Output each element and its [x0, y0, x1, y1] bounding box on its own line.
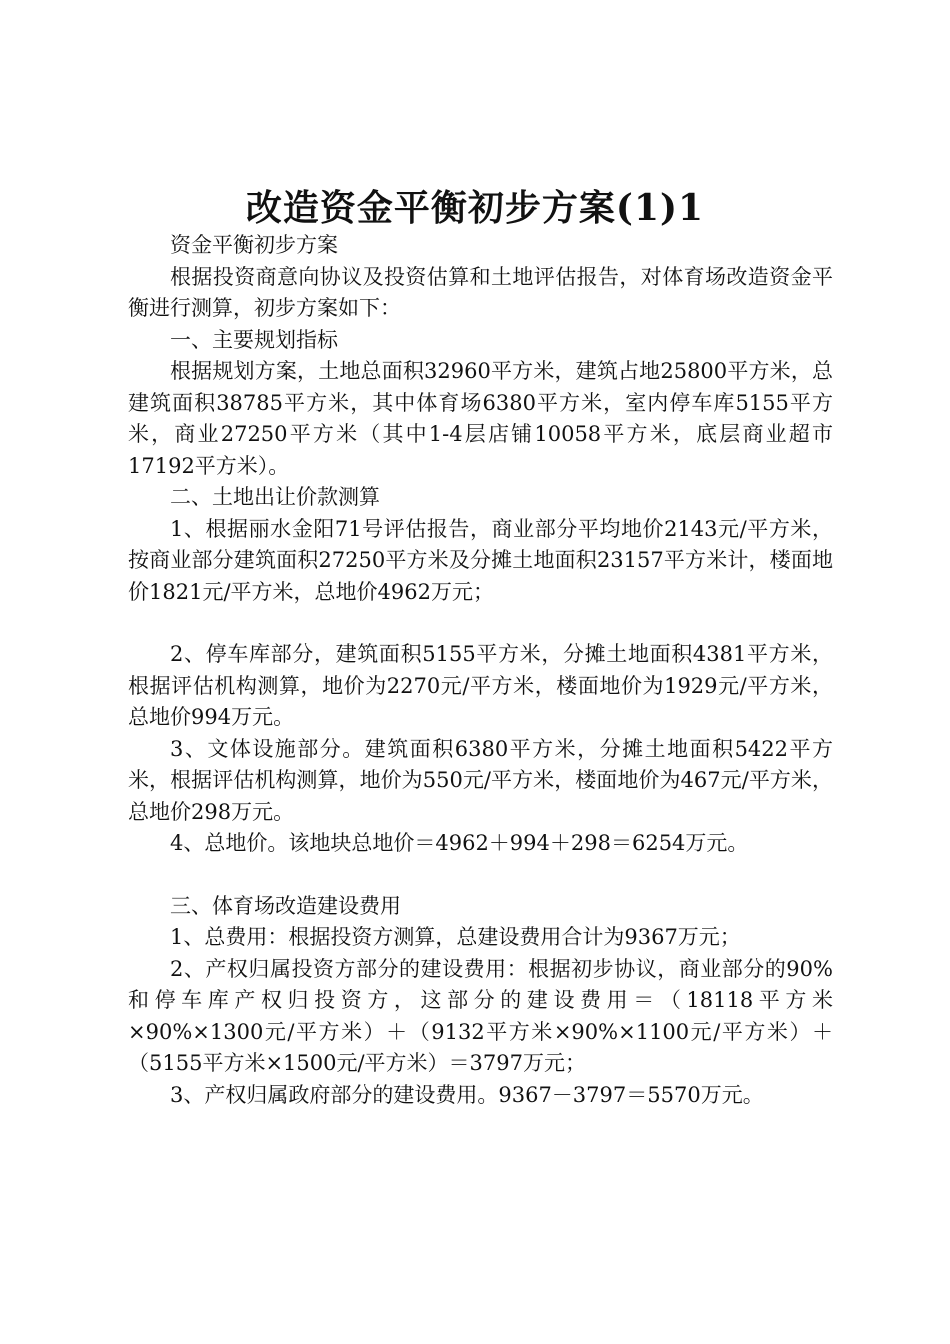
section-heading-2: 二、土地出让价款测算: [170, 485, 380, 509]
section-heading-3: 三、体育场改造建设费用: [170, 893, 401, 918]
section-heading-1: 一、主要规划指标: [170, 327, 338, 352]
paragraph-heading: 资金平衡初步方案: [170, 233, 338, 257]
document-body: [128, 230, 833, 1111]
document-title: 改造资金平衡初步方案(1)1: [245, 187, 705, 229]
paragraph-land-4: 4、总地价。该地块总地价＝4962＋994＋298＝6254万元。: [170, 831, 749, 855]
paragraph-land-3: 3、文体设施部分。建筑面积6380平方米，分摊土地面积5422平方米，根据评估机构测算，地价为550元/平方米，楼面地价为467元/平方米，总地价298万元。: [128, 736, 833, 824]
paragraph-cost-1: 1、总费用：根据投资方测算，总建设费用合计为9367万元；: [170, 925, 741, 949]
paragraph-planning: 根据规划方案，土地总面积32960平方米，建筑占地25800平方米，总建筑面积38785平方米，其中体育场6380平方米，室内停车库5155平方米，商业27250平方米（其中1-4层店铺10058平方米，底层商业超市17192平方米）。: [128, 359, 833, 478]
paragraph-cost-3: 3、产权归属政府部分的建设费用。9367－3797＝5570万元。: [170, 1082, 764, 1107]
paragraph-intro: 根据投资商意向协议及投资估算和土地评估报告，对体育场改造资金平衡进行测算，初步方案如下：: [128, 264, 833, 320]
paragraph-land-1: 1、根据丽水金阳71号评估报告，商业部分平均地价2143元/平方米，按商业部分建筑面积27250平方米及分摊土地面积23157平方米计，楼面地价1821元/平方米，总地价4962万元；: [128, 516, 833, 604]
paragraph-cost-2: 2、产权归属投资方部分的建设费用：根据初步协议，商业部分的90%和停车库产权归投资方，这部分的建设费用＝（18118平方米×90%×1300元/平方米）＋（9132平方米×90%×1100元/平方米）＋（5155平方米×1500元/平方米）＝3797万元；: [128, 956, 833, 1075]
paragraph-land-2: 2、停车库部分，建筑面积5155平方米，分摊土地面积4381平方米，根据评估机构测算，地价为2270元/平方米，楼面地价为1929元/平方米，总地价994万元。: [128, 642, 833, 729]
